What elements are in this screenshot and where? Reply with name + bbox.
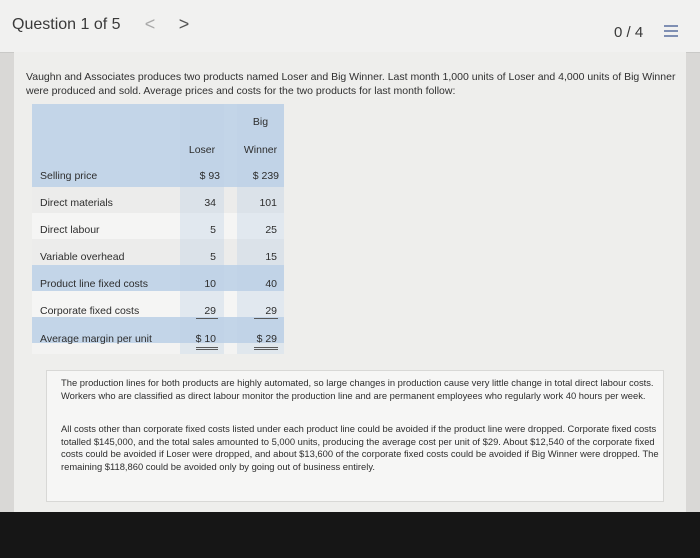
bottom-bar [0,512,700,558]
row-label-variable-overhead: Variable overhead [40,251,125,263]
winner-total-double-underline [254,349,278,350]
loser-total-underline [196,347,218,348]
notes-paragraph-costs: All costs other than corporate fixed costs listed under each product line could be avoided if the product line were dropped. Corporate fixed costs totalled $145,000, and the total sales amounted to 5,000 units, producing the average cost per unit of $29. About $12,540 of the corporate fixed costs could be avoided if Loser were dropped, and about $13,600 of the corporate fixed costs could be avoided if Big Winner were dropped. The remaining $118,860 could be avoided only by going out of business entirely. [61,423,659,472]
winner-subtotal-underline [254,318,278,319]
loser-variable-overhead: 5 [210,251,216,263]
question-intro: Vaughn and Associates produces two products named Loser and Big Winner. Last month 1,000 units of Loser and 4,000 units of Big Winner were produced and sold. Average prices and costs for the two products for last month follow: [26,71,676,97]
previous-question-button[interactable]: < [144,14,156,34]
winner-direct-labour: 25 [265,224,277,236]
notes-paragraph-production: The production lines for both products are highly automated, so large changes in production cause very little change in total direct labour costs. Workers who are classified as direct labour monitor the production line and are permanent employees who regularly work 40 hours per week. [61,377,654,401]
loser-average-margin: $ 10 [195,333,216,345]
question-card [14,52,686,512]
big-winner-column-header-bottom: Winner [243,144,278,156]
cost-table [32,104,284,354]
notes-box [46,370,664,502]
winner-total-underline [254,347,278,348]
loser-subtotal-underline [196,318,218,319]
row-label-direct-labour: Direct labour [40,224,100,236]
list-icon[interactable] [664,25,678,39]
row-label-product-line-fixed-costs: Product line fixed costs [40,278,148,290]
loser-column-header: Loser [188,144,216,156]
winner-direct-materials: 101 [259,197,277,209]
winner-variable-overhead: 15 [265,251,277,263]
big-winner-column-header-top: Big [252,116,269,128]
next-question-button[interactable]: > [178,14,190,34]
winner-product-line-fixed-costs: 40 [265,278,277,290]
loser-selling-price: $ 93 [199,170,220,182]
question-header [0,0,700,53]
loser-direct-materials: 34 [204,197,216,209]
row-label-corporate-fixed-costs: Corporate fixed costs [40,305,140,317]
winner-corporate-fixed-costs: 29 [265,305,277,317]
row-label-selling-price: Selling price [40,170,98,182]
question-score: 0 / 4 [614,24,644,41]
loser-product-line-fixed-costs: 10 [204,278,216,290]
loser-total-double-underline [196,349,218,350]
question-counter: Question 1 of 5 [12,16,121,33]
winner-average-margin: $ 29 [256,333,277,345]
winner-selling-price: $ 239 [252,170,279,182]
row-label-direct-materials: Direct materials [40,197,113,209]
row-label-average-margin-per-unit: Average margin per unit [40,333,152,345]
loser-direct-labour: 5 [210,224,216,236]
loser-corporate-fixed-costs: 29 [204,305,216,317]
